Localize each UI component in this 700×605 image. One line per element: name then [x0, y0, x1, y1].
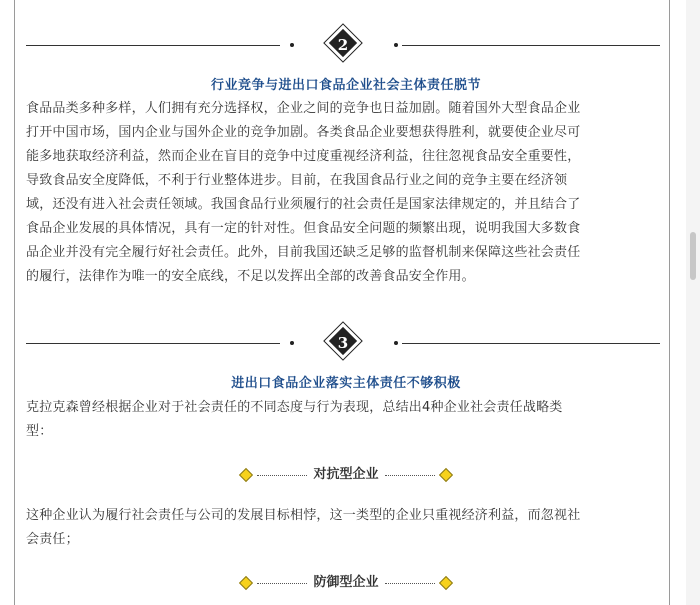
paragraph-line: 型：	[26, 424, 53, 439]
scrollbar-thumb[interactable]	[690, 232, 696, 280]
paragraph-line: 打开中国市场，国内企业与国外企业的竞争加剧。各类食品企业要想获得胜利，就要使企业尽可	[26, 125, 581, 140]
divider-line-right	[402, 343, 660, 344]
paragraph-line: 能多地获取经济利益，然而企业在盲目的竞争中过度重视经济利益，往往忽视食品安全重要性，	[26, 149, 581, 164]
dotted-leader	[257, 475, 307, 476]
strategy-type-heading	[26, 464, 666, 486]
section-divider-2	[26, 26, 666, 66]
divider-dot-left	[290, 43, 294, 47]
strategy-type-heading	[26, 572, 666, 594]
dotted-leader	[257, 583, 307, 584]
paragraph-line: 克拉克森曾经根据企业对于社会责任的不同态度与行为表现，总结出4种企业社会责任战略类	[26, 400, 563, 415]
strategy-type-label: 防御型企业	[313, 575, 379, 590]
divider-dot-right	[394, 341, 398, 345]
divider-line-left	[26, 343, 280, 344]
diamond-bullet-icon	[239, 468, 253, 482]
section-number: 2	[337, 36, 349, 54]
section-divider-3	[26, 324, 666, 364]
paragraph-line: 这种企业认为履行社会责任与公司的发展目标相悖，这一类型的企业只重视经济利益，而忽视社	[26, 508, 581, 523]
dotted-leader	[385, 583, 435, 584]
diamond-bullet-icon	[239, 576, 253, 590]
section-intro	[26, 396, 662, 444]
dotted-leader	[385, 475, 435, 476]
strategy-type-description	[26, 504, 662, 552]
diamond-bullet-icon	[438, 576, 452, 590]
strategy-type-label: 对抗型企业	[313, 467, 379, 482]
article-content	[26, 0, 666, 605]
divider-line-left	[26, 45, 280, 46]
paragraph-line: 的履行，法律作为唯一的安全底线，不足以发挥出全部的改善食品安全作用。	[26, 269, 475, 284]
vertical-scrollbar[interactable]	[686, 0, 700, 605]
divider-line-right	[402, 45, 660, 46]
paragraph-line: 导致食品安全度降低，不利于行业整体进步。目前，在我国食品行业之间的竞争主要在经济领	[26, 173, 568, 188]
paragraph-line: 品企业并没有完全履行好社会责任。此外，目前我国还缺乏足够的监督机制来保障这些社会责任	[26, 245, 581, 260]
paragraph-line: 域，还没有进入社会责任领域。我国食品行业须履行的社会责任是国家法律规定的，并且结合了	[26, 197, 581, 212]
divider-dot-right	[394, 43, 398, 47]
paragraph-line: 食品品类多种多样，人们拥有充分选择权，企业之间的竞争也日益加剧。随着国外大型食品企业	[26, 101, 581, 116]
diamond-bullet-icon	[438, 468, 452, 482]
paragraph-line: 会责任；	[26, 532, 79, 547]
section-title: 进出口食品企业落实主体责任不够积极	[231, 376, 461, 391]
divider-dot-left	[290, 341, 294, 345]
section-paragraph	[26, 97, 662, 289]
section-title: 行业竞争与进出口食品企业社会主体责任脱节	[210, 78, 481, 93]
section-number: 3	[337, 334, 349, 352]
paragraph-line: 食品企业发展的具体情况，具有一定的针对性。但食品安全问题的频繁出现，说明我国大多数食	[26, 221, 581, 236]
